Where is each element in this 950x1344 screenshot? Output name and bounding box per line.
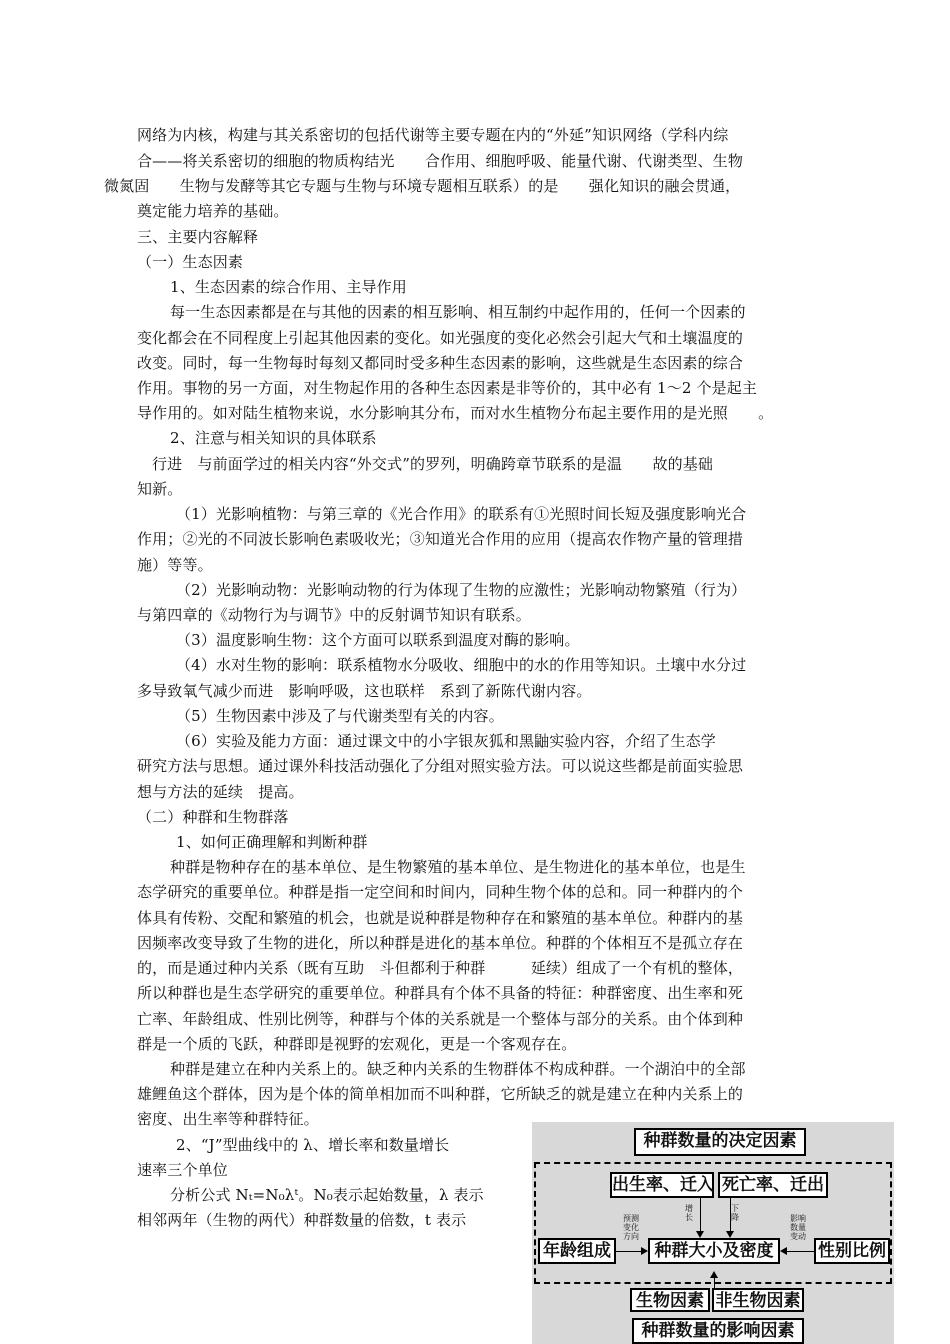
- para-line: 态学研究的重要单位。种群是指一定空间和时间内，同种生物个体的总和。同一种群内的个: [137, 883, 744, 901]
- para-line: 合——将关系密切的细胞的物质构结光 合作用、细胞呼吸、能量代谢、代谢类型、生物: [137, 152, 744, 170]
- para-line: 的，而是通过种内关系（既有互助 斗但都利于种群 延续）组成了一个有机的整体，: [137, 959, 744, 977]
- para-line: 施）等等。: [137, 556, 213, 574]
- para-line: 奠定能力培养的基础。: [137, 202, 289, 220]
- para-line: 亡率、年龄组成、性别比例等，种群与个体的关系就是一个整体与部分的关系。由个体到种: [137, 1010, 744, 1028]
- item-heading: 1、如何正确理解和判断种群: [176, 833, 368, 851]
- item-heading: 2、“J”型曲线中的 λ、增长率和数量增长: [176, 1136, 450, 1154]
- birth-rate-box: 出生率、迁入: [610, 1172, 714, 1198]
- para-line: 种群是物种存在的基本单位、是生物繁殖的基本单位、是生物进化的基本单位，也是生: [170, 858, 746, 876]
- arrow-sex-head: [780, 1247, 787, 1255]
- para-line: 作用。事物的另一方面，对生物起作用的各种生态因素是非等价的，其中必有 1～2 个是起主: [137, 379, 758, 397]
- predict-direction-label: 预测 变化 方向: [623, 1214, 639, 1241]
- para-line: （6）实验及能力方面：通过课文中的小字银灰狐和黑鼬实验内容，介绍了生态学: [176, 732, 716, 750]
- para-line: （4）水对生物的影响：联系植物水分吸收、细胞中的水的作用等知识。土壤中水分过: [176, 656, 747, 674]
- para-line: 想与方法的延续 提高。: [137, 783, 304, 801]
- para-line: 因频率改变导致了生物的进化，所以种群是进化的基本单位。种群的个体相互不是孤立存在: [137, 934, 744, 952]
- arrow-birth-head: [696, 1231, 704, 1238]
- item-heading: 2、注意与相关知识的具体联系: [170, 429, 377, 447]
- arrow-sex-line: [787, 1251, 814, 1252]
- para-line: 分析公式 Nₜ=N₀λᵗ。N₀表示起始数量，λ 表示: [170, 1186, 484, 1204]
- para-line: 雄鲤鱼这个群体，因为是个体的简单相加而不叫种群，它所缺乏的就是建立在种内关系上的: [137, 1085, 744, 1103]
- biotic-factor-box: 生物因素: [630, 1288, 710, 1312]
- arrow-age-head: [641, 1247, 648, 1255]
- affect-number-label: 影响 数量 变动: [790, 1214, 806, 1241]
- decrease-label: 下 降: [731, 1204, 739, 1222]
- sex-ratio-box: 性别比例: [814, 1238, 890, 1264]
- para-line: 作用；②光的不同波长影响色素吸收光；③知道光合作用的应用（提高农作物产量的管理措: [137, 530, 744, 548]
- population-factors-diagram: [532, 1122, 894, 1344]
- para-line: 网络为内核，构建与其关系密切的包括代谢等主要专题在内的“外延”知识网络（学科内综: [137, 126, 729, 144]
- section-heading: 三、主要内容解释: [137, 228, 259, 246]
- para-line: 变化都会在不同程度上引起其他因素的变化。如光强度的变化必然会引起大气和土壤温度的: [137, 329, 744, 347]
- para-line: 群是一个质的飞跃，种群即是视野的宏观化，更是一个客观存在。: [137, 1035, 577, 1053]
- arrow-factors-head: [710, 1271, 718, 1278]
- abiotic-factor-box: 非生物因素: [712, 1288, 804, 1312]
- para-line: 研究方法与思想。通过课外科技活动强化了分组对照实验方法。可以说这些都是前面实验思: [137, 757, 744, 775]
- arrow-birth-line: [700, 1198, 701, 1231]
- para-line: 改变。同时，每一生物每时每刻又都同时受多种生态因素的影响，这些就是生态因素的综合: [137, 354, 744, 372]
- para-line: 与第四章的《动物行为与调节》中的反射调节知识有联系。: [137, 606, 531, 624]
- arrow-factors-line: [714, 1278, 715, 1288]
- increase-label: 增 长: [685, 1204, 693, 1222]
- subsection-heading: （二）种群和生物群落: [137, 808, 289, 826]
- para-line: 相邻两年（生物的两代）种群数量的倍数，t 表示: [137, 1211, 467, 1229]
- arrow-death-line: [730, 1198, 731, 1231]
- item-heading: 1、生态因素的综合作用、主导作用: [170, 278, 407, 296]
- para-line: （5）生物因素中涉及了与代谢类型有关的内容。: [176, 707, 504, 725]
- para-line: 行进 与前面学过的相关内容“外交式”的罗列，明确跨章节联系的是温 故的基础: [152, 455, 714, 473]
- para-line: （2）光影响动物：光影响动物的行为体现了生物的应激性；光影响动物繁殖（行为）: [176, 581, 747, 599]
- para-line: 密度、出生率等种群特征。: [137, 1110, 319, 1128]
- para-line: 所以种群也是生态学研究的重要单位。种群具有个体不具备的特征：种群密度、出生率和死: [137, 984, 744, 1002]
- para-line: 微氮固 生物与发酵等其它专题与生物与环境专题相互联系）的是 强化知识的融会贯通，: [104, 177, 741, 195]
- para-line: 每一生态因素都是在与其他的因素的相互影响、相互制约中起作用的，任何一个因素的: [170, 303, 746, 321]
- para-line: 种群是建立在种内关系上的。缺乏种内关系的生物群体不构成种群。一个湖泊中的全部: [170, 1060, 746, 1078]
- para-line: 导作用的。如对陆生植物来说，水分影响其分布，而对水生植物分布起主要作用的是光照 。: [137, 404, 774, 422]
- para-line: 多导致氧气减少而进 影响呼吸，这也联样 系到了新陈代谢内容。: [137, 682, 592, 700]
- population-size-box: 种群大小及密度: [648, 1238, 780, 1264]
- arrow-death-head: [726, 1231, 734, 1238]
- para-line: 体具有传粉、交配和繁殖的机会，也就是说种群是物种存在和繁殖的基本单位。种群内的基: [137, 909, 744, 927]
- subsection-heading: （一）生态因素: [137, 253, 244, 271]
- arrow-age-line: [616, 1251, 641, 1252]
- para-line: （1）光影响植物：与第三章的《光合作用》的联系有①光照时间长短及强度影响光合: [176, 505, 747, 523]
- para-line: （3）温度影响生物：这个方面可以联系到温度对酶的影响。: [176, 631, 580, 649]
- death-rate-box: 死亡率、迁出: [718, 1172, 828, 1198]
- para-line: 速率三个单位: [137, 1161, 228, 1179]
- para-line: 知新。: [137, 480, 183, 498]
- bottom-title-box: 种群数量的影响因素: [632, 1318, 804, 1344]
- age-structure-box: 年龄组成: [538, 1238, 616, 1264]
- top-title-box: 种群数量的决定因素: [634, 1128, 806, 1156]
